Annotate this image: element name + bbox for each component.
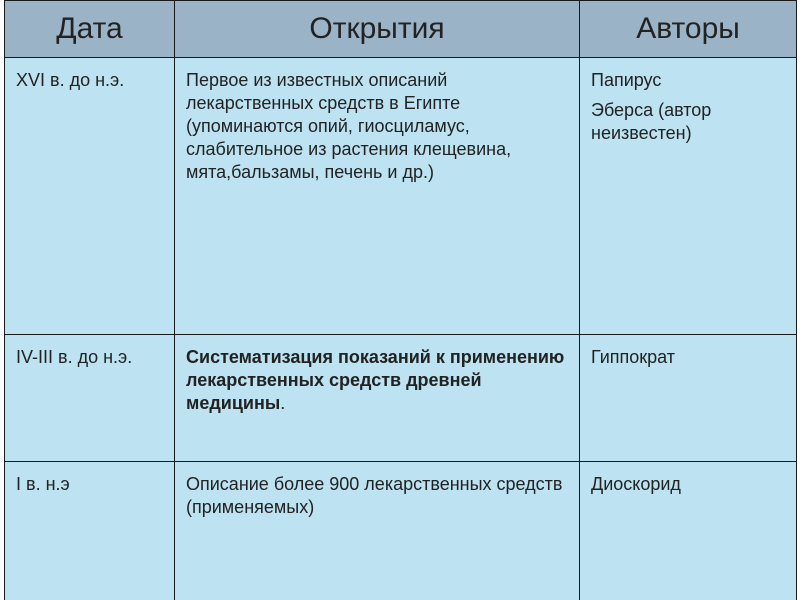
discovery-bold-text: Систематизация показаний к применению лекарственных средств древней медицины [186, 347, 565, 413]
header-authors: Авторы [580, 1, 797, 58]
discovery-cell [175, 462, 580, 600]
header-date: Дата [5, 1, 175, 58]
authors-cell [580, 462, 797, 600]
authors-text: Гиппократ [591, 347, 676, 367]
authors-cell [580, 58, 797, 335]
header-row [5, 1, 797, 58]
discovery-text: Описание более 900 лекарственных средств (применяемых) [186, 474, 563, 517]
date-text: IV-III в. до н.э. [16, 347, 133, 367]
date-cell [5, 58, 175, 335]
authors-cell [580, 335, 797, 462]
date-text: XVI в. до н.э. [16, 70, 125, 90]
authors-line-2: Эберса (автор неизвестен) [591, 100, 712, 143]
discovery-text [175, 335, 579, 423]
date-cell [5, 335, 175, 462]
date-cell [5, 462, 175, 600]
discovery-cell [175, 335, 580, 462]
table-row [5, 335, 797, 462]
discovery-text: Первое из известных описаний лекарственных средств в Египте (упоминаются опий, гиосциламус, слабительное из растения клещевина, мята,бальзамы, печень и др.) [186, 70, 512, 182]
authors-text [580, 58, 796, 153]
header-discoveries: Открытия [175, 1, 580, 58]
table-row [5, 462, 797, 600]
authors-text: Диоскорид [591, 474, 681, 494]
date-text: I в. н.э [16, 474, 70, 494]
table-row [5, 58, 797, 335]
authors-line-1: Папирус [591, 70, 662, 90]
discovery-tail-text: . [280, 393, 286, 413]
history-table [4, 0, 797, 600]
discovery-cell [175, 58, 580, 335]
